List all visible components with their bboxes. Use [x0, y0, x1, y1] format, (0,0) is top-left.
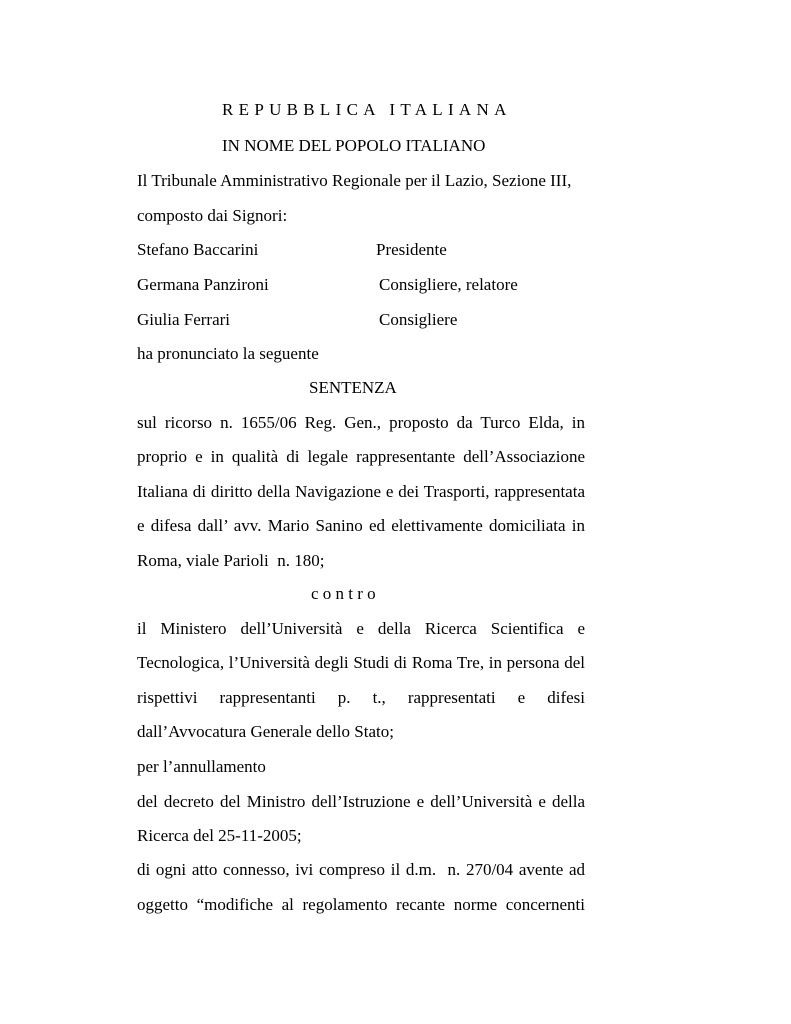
annulment-intro: per l’annullamento: [137, 757, 266, 776]
court-line-2: composto dai Signori:: [137, 206, 288, 225]
judge-name-3: Giulia Ferrari: [137, 310, 230, 329]
appeal-line-4: e difesa dall’ avv. Mario Sanino ed elettivamente domiciliata in: [137, 516, 585, 535]
respondents-line-4: dall’Avvocatura Generale dello Stato;: [137, 722, 394, 741]
judge-role-3: Consigliere: [379, 310, 458, 329]
appeal-line-5: Roma, viale Parioli n. 180;: [137, 551, 325, 570]
related-acts-line-1: di ogni atto connesso, ivi compreso il d.m. n. 270/04 avente ad: [137, 860, 585, 879]
judge-role-1: Presidente: [376, 240, 447, 259]
respondents-line-3: rispettivi rappresentanti p. t., rappresentati e difesi: [137, 688, 585, 707]
pronounced-line: ha pronunciato la seguente: [137, 344, 319, 363]
appeal-line-3: Italiana di diritto della Navigazione e dei Trasporti, rappresentata: [137, 482, 585, 501]
respondents-line-1: il Ministero dell’Università e della Ricerca Scientifica e: [137, 619, 585, 638]
republic-heading: REPUBBLICA ITALIANA: [222, 100, 512, 119]
decree-line-1: del decreto del Ministro dell’Istruzione e dell’Università e della: [137, 792, 585, 811]
judge-name-2: Germana Panzironi: [137, 275, 269, 294]
respondents-line-2: Tecnologica, l’Università degli Studi di Roma Tre, in persona del: [137, 653, 585, 672]
appeal-line-2: proprio e in qualità di legale rappresentante dell’Associazione: [137, 447, 585, 466]
sentence-title: SENTENZA: [309, 378, 397, 397]
judge-role-2: Consigliere, relatore: [379, 275, 518, 294]
in-name-heading: IN NOME DEL POPOLO ITALIANO: [222, 136, 486, 155]
judge-name-1: Stefano Baccarini: [137, 240, 259, 259]
court-line-1: Il Tribunale Amministrativo Regionale per il Lazio, Sezione III,: [137, 171, 572, 190]
decree-line-2: Ricerca del 25-11-2005;: [137, 826, 302, 845]
appeal-line-1: sul ricorso n. 1655/06 Reg. Gen., proposto da Turco Elda, in: [137, 413, 585, 432]
contro-heading: c o n t r o: [311, 584, 376, 603]
related-acts-line-2: oggetto “modifiche al regolamento recante norme concernenti: [137, 895, 585, 914]
